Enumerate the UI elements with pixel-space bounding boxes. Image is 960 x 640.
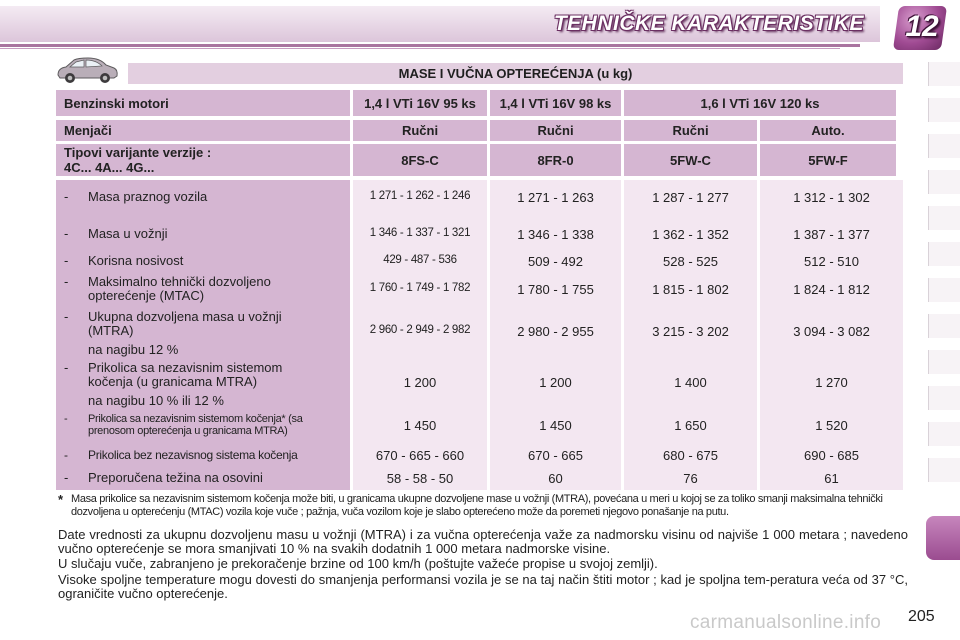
row-label-line: na nagibu 12 %: [88, 342, 179, 357]
row-label: [56, 190, 350, 204]
row-label: [56, 254, 350, 268]
row-value: 3 215 - 3 202: [652, 324, 729, 339]
row-label: [56, 413, 350, 437]
table-title: MASE I VUČNA OPTEREĆENJA (u kg): [128, 63, 903, 84]
side-tab[interactable]: [928, 134, 960, 158]
row-dash: -: [64, 360, 69, 375]
row-value: 61: [824, 471, 839, 486]
row-value: 2 980 - 2 955: [517, 324, 594, 339]
gearbox-col3: Ručni: [624, 120, 757, 141]
variant-col4: 5FW-F: [760, 144, 896, 176]
side-tab[interactable]: [928, 98, 960, 122]
chapter-number: 12: [905, 10, 939, 43]
row-value: 1 271 - 1 262 - 1 246: [369, 190, 471, 202]
row-dash: -: [64, 470, 69, 485]
side-tab[interactable]: [928, 386, 960, 410]
engine-col2: 1,4 l VTi 16V 98 ks: [490, 90, 621, 116]
row-label-text: Masa praznog vozila: [88, 189, 208, 204]
row-dash: -: [64, 226, 69, 241]
variant-col3: 5FW-C: [624, 144, 757, 176]
gearbox-col4: Auto.: [760, 120, 896, 141]
row-value: 670 - 665 - 660: [375, 448, 465, 463]
row-label-text: Preporučena težina na osovini: [88, 470, 263, 485]
row-value: 512 - 510: [804, 254, 859, 269]
row-dash: -: [64, 413, 68, 425]
variant-label-line2: 4C... 4A... 4G...: [64, 160, 155, 175]
row-label-text: Prikolica bez nezavisnog sistema kočenja: [88, 448, 298, 462]
gearbox-label: Menjači: [56, 120, 350, 141]
row-value: 1 450: [403, 418, 437, 433]
side-tab[interactable]: [928, 422, 960, 446]
side-tab[interactable]: [928, 242, 960, 266]
row-label: [56, 275, 350, 303]
page-header: [0, 0, 960, 50]
row-label-line: Prikolica sa nezavisnim sistemom kočenja* (sa: [88, 413, 303, 425]
engine-row: [56, 90, 903, 116]
row-dash: -: [64, 253, 69, 268]
row-value: 1 346 - 1 337 - 1 321: [369, 227, 471, 239]
row-dash: -: [64, 274, 69, 289]
footnote: [58, 493, 908, 519]
row-value: 60: [548, 471, 563, 486]
engine-col34: 1,6 l VTi 16V 120 ks: [624, 90, 896, 116]
side-tab[interactable]: [928, 62, 960, 86]
row-value: 1 815 - 1 802: [652, 282, 729, 297]
row-value: 1 200: [539, 375, 572, 390]
row-value: 1 450: [539, 418, 572, 433]
row-label-line: Prikolica sa nezavisnim sistemom: [88, 360, 283, 375]
row-value: 1 200: [403, 375, 437, 390]
row-value: 1 650: [674, 418, 707, 433]
row-label-text: Korisna nosivost: [88, 253, 184, 268]
row-value: 690 - 685: [804, 448, 859, 463]
row-label-text: Masa u vožnji: [88, 226, 168, 241]
side-tab-active[interactable]: [926, 516, 960, 560]
row-label: [56, 227, 350, 241]
side-tab[interactable]: [928, 278, 960, 302]
row-value: 1 362 - 1 352: [652, 227, 729, 242]
row-value: 76: [683, 471, 698, 486]
gearbox-col1: Ručni: [353, 120, 487, 141]
body-paragraph: Visoke spoljne temperature mogu dovesti do smanjenja performansi vozila je se na taj način štiti motor ; kad je spoljna tem-peratura veća od 37 °C, ograničite vučno opterećenje.: [58, 572, 908, 601]
row-value: 429 - 487 - 536: [383, 254, 457, 266]
row-label-line: opterećenje (MTAC): [88, 288, 205, 303]
page-number: 205: [908, 608, 935, 625]
header-divider-thin: [0, 48, 840, 49]
variant-row: [56, 144, 903, 176]
row-value: 1 287 - 1 277: [652, 190, 729, 205]
row-dash: -: [64, 448, 68, 462]
row-dash: -: [64, 309, 69, 324]
row-value: 1 780 - 1 755: [517, 282, 594, 297]
row-value: 3 094 - 3 082: [793, 324, 870, 339]
engine-col1: 1,4 l VTi 16V 95 ks: [353, 90, 487, 116]
variant-label: [56, 144, 350, 176]
footnote-star: *: [58, 492, 63, 507]
variant-col2: 8FR-0: [490, 144, 621, 176]
row-value: 1 520: [815, 418, 848, 433]
row-label-line: (MTRA): [88, 323, 134, 338]
header-divider: [0, 44, 860, 47]
variant-col1: 8FS-C: [353, 144, 487, 176]
side-tab[interactable]: [928, 350, 960, 374]
row-value: 2 960 - 2 949 - 2 982: [369, 324, 471, 336]
row-value: 670 - 665: [528, 448, 583, 463]
row-value: 680 - 675: [663, 448, 718, 463]
footnote-text: Masa prikolice sa nezavisnim sistemom kočenja može biti, u granicama ukupne dozvoljene mase u vožnji (MTRA), povećana u meri u kojoj se za toliko smanji maksimalna tehnički dozvoljena u opterećenju (MTAC) vozila koje vuče ; pažnja, vuča vozilom koje je slabo opterećeno može da poremeti njegovo ponašanje na putu.: [71, 493, 883, 518]
gearbox-row: [56, 120, 903, 141]
row-value: 1 824 - 1 812: [793, 282, 870, 297]
row-label: [56, 310, 350, 357]
row-label-line: prenosom opterećenja u granicama MTRA): [88, 425, 288, 437]
row-label-line: Ukupna dozvoljena masa u vožnji: [88, 309, 282, 324]
row-value: 1 760 - 1 749 - 1 782: [369, 282, 471, 294]
side-tab[interactable]: [928, 314, 960, 338]
row-value: 509 - 492: [528, 254, 583, 269]
row-value: 1 400: [674, 375, 707, 390]
side-tab[interactable]: [928, 170, 960, 194]
gearbox-col2: Ručni: [490, 120, 621, 141]
row-label: [56, 448, 350, 462]
row-label-line: kočenja (u granicama MTRA): [88, 374, 258, 389]
body-paragraph: U slučaju vuče, zabranjeno je prekoračenje brzine od 100 km/h (poštujte važeće propise u svojoj zemlji).: [58, 556, 658, 571]
watermark: carmanualsonline.info: [690, 612, 882, 633]
body-paragraph: Date vrednosti za ukupnu dozvoljenu masu u vožnji (MTRA) i za vučna opterećenja važe za nadmorsku visinu od najviše 1 000 metara ; navedeno vučno opterećenje se mora smanjivati 10 % na svakih dodatnih 1 000 metara nadmorske visine.: [58, 527, 908, 556]
row-value: 1 312 - 1 302: [793, 190, 870, 205]
row-value: 1 387 - 1 377: [793, 227, 870, 242]
row-value: 1 270: [815, 375, 848, 390]
row-value: 1 346 - 1 338: [517, 227, 594, 242]
row-value: 528 - 525: [663, 254, 718, 269]
page-title: TEHNIČKE KARAKTERISTIKE: [553, 12, 864, 35]
row-value: 58 - 58 - 50: [386, 471, 454, 486]
car-icon: [54, 55, 120, 85]
engine-label: Benzinski motori: [56, 90, 350, 116]
row-label-line: Maksimalno tehnički dozvoljeno: [88, 274, 271, 289]
row-dash: -: [64, 189, 69, 204]
row-label-line: na nagibu 10 % ili 12 %: [88, 393, 224, 408]
variant-label-line1: Tipovi varijante verzije :: [64, 145, 212, 160]
side-tab[interactable]: [928, 206, 960, 230]
row-value: 1 271 - 1 263: [517, 190, 594, 205]
row-label: [56, 361, 350, 408]
side-tab[interactable]: [928, 458, 960, 482]
row-label: [56, 471, 350, 485]
